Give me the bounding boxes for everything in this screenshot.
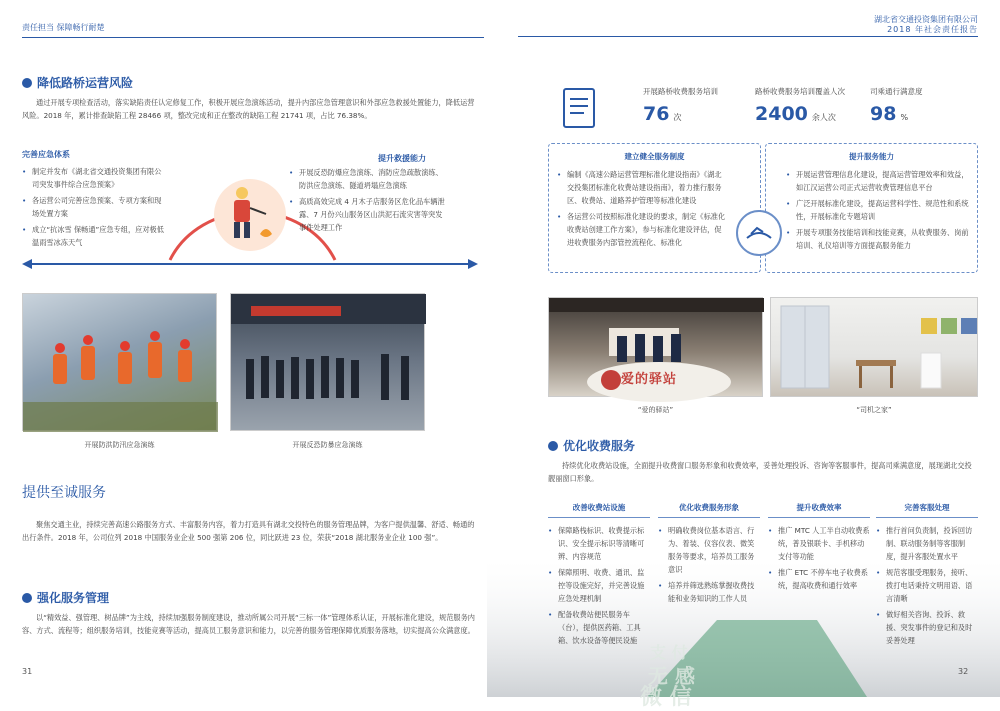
stat-label: 司乘通行满意度 bbox=[870, 87, 923, 96]
list-item: • 编制《高速公路运营管理标准化建设指南》《湖北交投集团标准化收费站建设指南》，着力推行服务区、收费站、道路养护管理等标准化建设 bbox=[557, 168, 727, 207]
list-item: • 培养并筛选熟练掌握收费技能和业务知识的工作人员 bbox=[658, 579, 760, 605]
section-bullet-icon bbox=[548, 441, 558, 451]
section-service-mgmt-body: 以“精效益、强管理、树品牌”为主线，持续加强服务制度建设，推动所属公司开展“三标一体”管理体系认证，开展标准化建设，规范服务内容、方式、流程等；组织服务培训，技能竞赛等活动，提高员工服务意识和能力，以完善的服务管理保障优质服务落地，切实提高公众满意度。 bbox=[22, 613, 475, 635]
section-bullet-icon bbox=[22, 78, 32, 88]
section-title: 优化收费服务 bbox=[563, 439, 636, 453]
list-item: • 开展运营管理信息化建设，提高运营管理效率和效益，如江汉运营公司正式运营收费管理信息平台 bbox=[786, 168, 971, 194]
stat-value: 98 bbox=[870, 103, 897, 125]
stat-value: 76 bbox=[643, 103, 670, 125]
column-title: 提升收费效率 bbox=[768, 502, 870, 518]
page-number-left: 31 bbox=[22, 667, 33, 676]
service-system-list bbox=[557, 168, 727, 249]
list-item: • 广泛开展标准化建设，提高运营科学性、规范性和系统性，开展标准化专题培训 bbox=[786, 197, 971, 223]
list-item: • 高质高效完成 4 月木子店服务区危化品车辆泄露、7 月份兴山服务区山洪泥石流灾害等突发事件处理工作 bbox=[289, 195, 449, 234]
service-ability-box bbox=[765, 143, 978, 273]
list-item: • 推行首问负责制，投诉回访制、联动服务制等客服制度，提升客服处置水平 bbox=[876, 524, 978, 563]
company-name: 湖北省交通投资集团有限公司 bbox=[874, 15, 978, 24]
list-item: • 制定并发布《湖北省交通投资集团有限公司突发事件综合应急预案》 bbox=[22, 165, 167, 191]
col-image bbox=[658, 502, 760, 608]
stat-value: 2400 bbox=[755, 103, 808, 125]
list-item: • 保障照明、收费、通讯、监控等设施完好，并完善设施应急处理机制 bbox=[548, 566, 650, 605]
page-number-right: 32 bbox=[958, 667, 969, 676]
list-item: • 配备收费站便民服务车（台），提供医药箱、工具箱、饮水设备等便民设施 bbox=[548, 608, 650, 647]
stat-unit: 次 bbox=[673, 113, 682, 122]
list-item: • 各运营公司完善应急预案、专项方案和现场处置方案 bbox=[22, 194, 167, 220]
service-system-box bbox=[548, 143, 761, 273]
list-item: • 明确收费岗位基本语言、行为、着装、仪容仪表、微笑服务等要求，培养员工服务意识 bbox=[658, 524, 760, 576]
report-title: 2018 年社会责任报告 bbox=[887, 25, 978, 34]
section-reduce-risk-heading bbox=[22, 72, 133, 91]
station-sign: 爱的驿站 bbox=[621, 372, 678, 387]
list-item: • 做好相关咨询、投诉、救援、突发事件的登记和及时妥善处理 bbox=[876, 608, 978, 647]
list-item: • 推广 MTC 人工半自动收费系统，普及银联卡、手机移动支付等功能 bbox=[768, 524, 870, 563]
section-service-mgmt-heading bbox=[22, 587, 109, 606]
arrow-right-icon bbox=[468, 259, 478, 269]
list-item: • 保障路栈标识、收费提示标识、安全提示标识等清晰可辨、内容规范 bbox=[548, 524, 650, 563]
column-list bbox=[548, 524, 650, 647]
photo-caption: 开展反恐防暴应急演练 bbox=[292, 441, 363, 449]
photo-caption: “爱的驿站” bbox=[637, 406, 674, 414]
column-title: 完善客服处理 bbox=[876, 502, 978, 518]
section-sincere-service-title: 提供至诚服务 bbox=[22, 485, 106, 501]
anti-terror-drill-photo bbox=[230, 293, 425, 431]
road-text: 微 信 bbox=[640, 685, 692, 710]
workers-illustration bbox=[23, 294, 218, 432]
section-bullet-icon bbox=[22, 593, 32, 603]
box-title: 建立健全服务制度 bbox=[624, 152, 685, 161]
list-item: • 推广 ETC 不停车电子收费系统，提高收费和通行效率 bbox=[768, 566, 870, 592]
list-item: • 开展反恐防爆应急演练、消防应急疏散演练、防洪应急演练、隧道坍塌应急演练 bbox=[289, 166, 449, 192]
service-ability-list bbox=[786, 168, 971, 252]
list-item: • 各运营公司按照标准化建设的要求，制定《标准化收费站创建工作方案》，参与标准化建设评估，促进收费服务内部管控流程化、标准化 bbox=[557, 210, 727, 249]
room-illustration bbox=[771, 298, 979, 398]
stat-training-people bbox=[755, 86, 865, 125]
col-customer-service bbox=[876, 502, 978, 650]
stat-satisfaction bbox=[870, 86, 970, 125]
rescue-ability-list bbox=[289, 166, 449, 237]
stat-label: 开展路桥收费服务培训 bbox=[643, 87, 718, 96]
road-text: 无 感 bbox=[648, 664, 695, 688]
rescue-ability-title: 提升救援能力 bbox=[378, 154, 426, 163]
col-efficiency bbox=[768, 502, 870, 595]
column-title: 优化收费服务形象 bbox=[658, 502, 760, 518]
right-page-header bbox=[874, 15, 978, 35]
column-list bbox=[658, 524, 760, 605]
section-title: 强化服务管理 bbox=[37, 591, 110, 605]
column-title: 改善收费站设施 bbox=[548, 502, 650, 518]
photo-caption: 开展防洪防汛应急演练 bbox=[84, 441, 155, 449]
drivers-home-photo bbox=[770, 297, 978, 397]
stat-unit: % bbox=[900, 113, 909, 122]
photo-caption: “司机之家” bbox=[856, 406, 892, 414]
left-page-header: 责任担当 保障畅行耐楚 bbox=[22, 22, 484, 38]
section-reduce-risk-body: 通过开展专项检查活动，落实缺陷责任认定修复工作，积极开展应急演练活动，提升内部应急管理意识和外部应急救援处置能力，降低运营风险。2018 年，累计排查缺陷工程 28466 项，整改完成和正在整改的缺陷工程 21741 项，占比 76.38%。 bbox=[22, 98, 475, 120]
list-item: • 开展专项服务技能培训和技能竞赛，从收费服务、岗前培训、礼仪培训等方面提高服务能力 bbox=[786, 226, 971, 252]
crowd-illustration bbox=[231, 294, 426, 432]
handshake-icon bbox=[736, 210, 782, 256]
stat-label: 路桥收费服务培训覆盖人次 bbox=[755, 87, 845, 96]
arrow-left-icon bbox=[22, 259, 32, 269]
flood-drill-photo bbox=[22, 293, 217, 431]
list-item: • 规范客服受理服务，接听、拨打电话秉持文明用语、语言清晰 bbox=[876, 566, 978, 605]
list-item: • 成立“抗冰雪 保畅通”应急专组，应对极低温雨雪冰冻天气 bbox=[22, 223, 167, 249]
section-toll-body: 持续优化收费站设施，全面提升收费窗口服务形象和收费效率，妥善处理投诉、咨询等客服事件，提高司乘满意度，展现湖北交投靓丽窗口形象。 bbox=[548, 461, 972, 483]
col-facilities bbox=[548, 502, 650, 650]
stat-unit: 余人次 bbox=[811, 113, 836, 122]
header-divider bbox=[518, 36, 978, 37]
column-list bbox=[876, 524, 978, 647]
road-text: 支 付 bbox=[650, 643, 688, 662]
box-title: 提升服务能力 bbox=[849, 152, 894, 161]
document-icon bbox=[560, 85, 602, 131]
section-toll-heading bbox=[548, 435, 635, 454]
section-title: 降低路桥运营风险 bbox=[37, 76, 134, 90]
love-station-photo bbox=[548, 297, 763, 397]
column-list bbox=[768, 524, 870, 592]
stat-training-count bbox=[643, 86, 753, 125]
section-sincere-service-body: 聚焦交通主业，持续完善高速公路服务方式、丰富服务内容，着力打造具有湖北交投特色的服务管理品牌，为客户提供温馨、舒适、畅通的出行条件。2018 年，公司位列 2018 中国服务业企业 500 强第 206 位，同比跃进 23 位，荣获“2018 湖北服务业企业 100 强”。 bbox=[22, 520, 475, 542]
emergency-system-title: 完善应急体系 bbox=[22, 150, 70, 159]
